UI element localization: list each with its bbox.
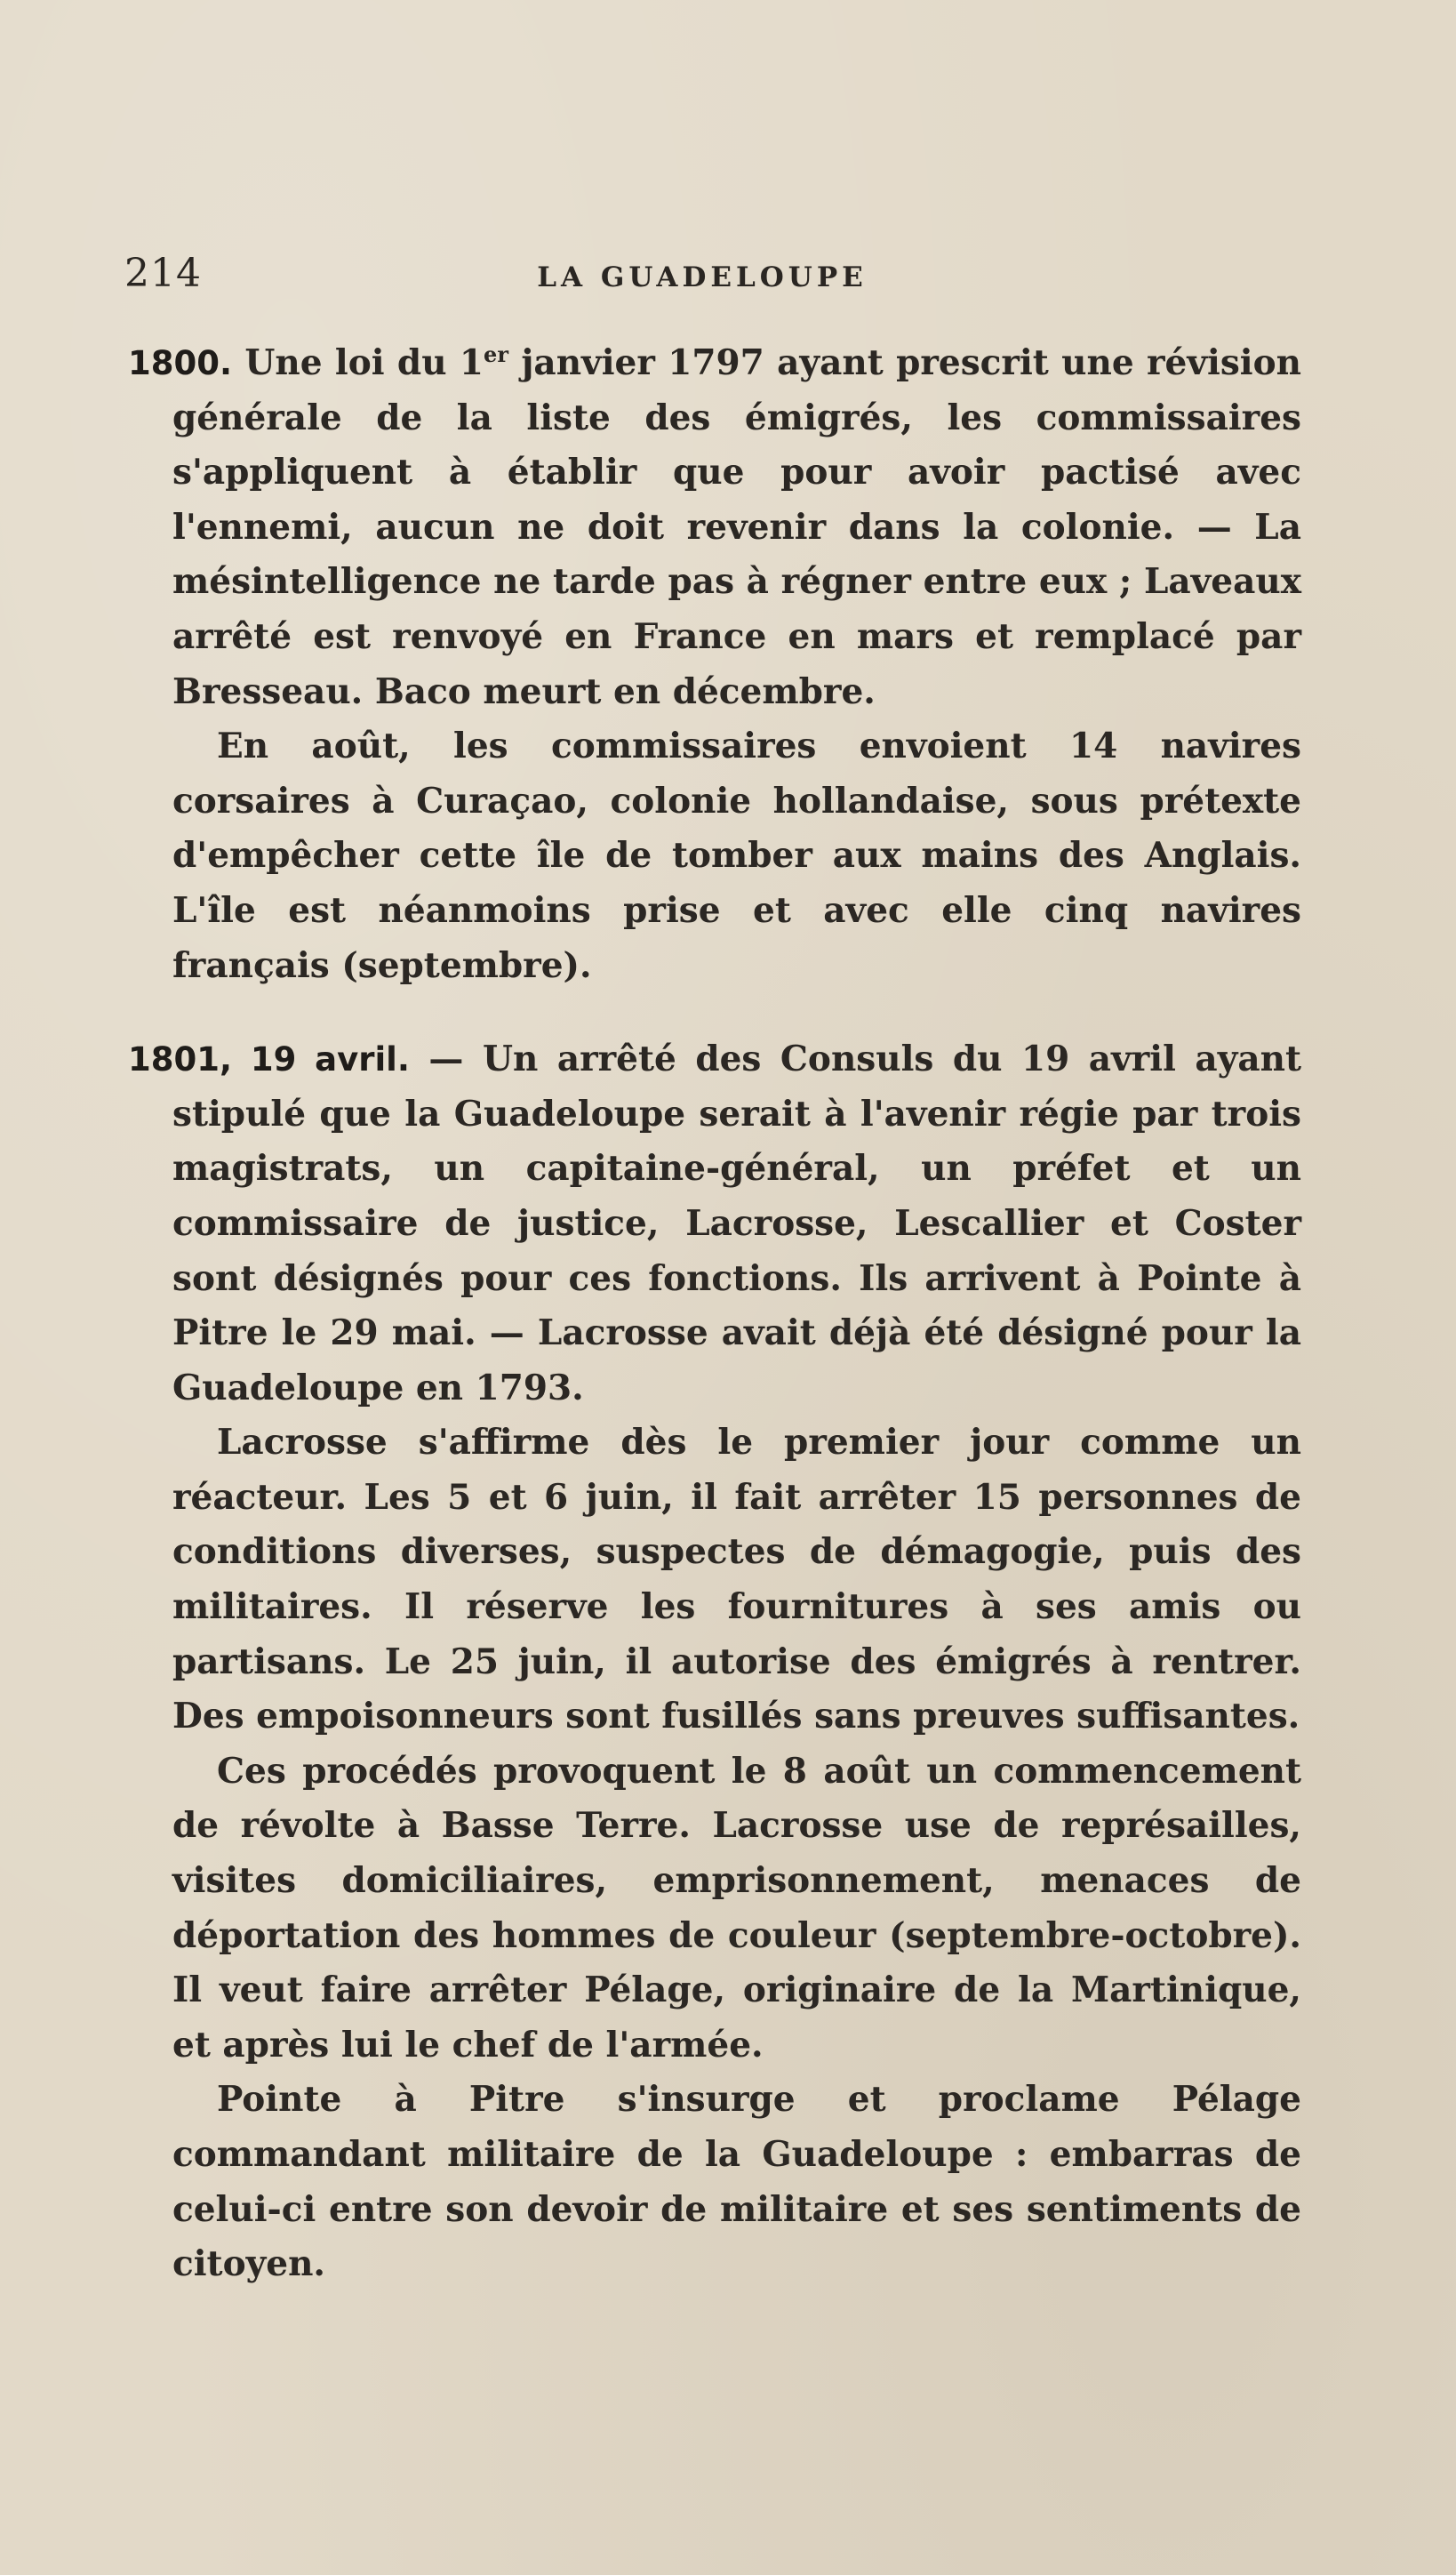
- paragraph: [128, 336, 1301, 719]
- paragraph: Pointe à Pitre s'insurge et proclame Pélage commandant militaire de la Guadeloupe : embarras de celui-ci entre son devoir de militaire et ses sentiments de citoyen.: [172, 2079, 1301, 2285]
- paragraph: Ces procédés provoquent le 8 août un commencement de révolte à Basse Terre. Lacrosse use de représailles, visites domiciliaires, emprisonnement, menaces de déportation des hommes de couleur (septembre-octobre). Il veut faire arrêter Pélage, originaire de la Martinique, et après lui le chef de l'armée.: [172, 1750, 1301, 2066]
- entry-date: 1800.: [128, 344, 233, 382]
- paragraph: Lacrosse s'affirme dès le premier jour comme un réacteur. Les 5 et 6 juin, il fait arrêter 15 personnes de conditions diverses, suspectes de démagogie, puis des militaires. Il réserve les fournitures à ses amis ou partisans. Le 25 juin, il autorise des émigrés à rentrer. Des empoisonneurs sont fusillés sans preuves suffisantes.: [172, 1422, 1301, 1737]
- ordinal-superscript: er: [484, 341, 508, 367]
- paragraph-text: janvier 1797 ayant prescrit une révision générale de la liste des émigrés, les commissaires s'appliquent à établir que pour avoir pactisé avec l'ennemi, aucun ne doit revenir dans la colonie. — La mésintelligence ne tarde pas à régner entre eux ; Laveaux arrêté est renvoyé en France en mars et remplacé par Bresseau. Baco meurt en décembre.: [172, 342, 1301, 712]
- page-number: 214: [124, 251, 202, 296]
- entry-date: 1801, 19 avril.: [128, 1040, 410, 1079]
- page-header: [124, 251, 1307, 304]
- paragraph-text: Une loi du 1: [232, 342, 484, 383]
- page-body: [128, 336, 1301, 2331]
- entry-1801: [128, 1032, 1301, 2292]
- paragraph: [128, 1032, 1301, 1416]
- paragraph: En août, les commissaires envoient 14 navires corsaires à Curaçao, colonie hollandaise, sous prétexte d'empêcher cette île de tomber aux mains des Anglais. L'île est néanmoins prise et avec elle cinq navires français (septembre).: [172, 726, 1301, 986]
- running-title: LA GUADELOUPE: [537, 261, 868, 293]
- paragraph-text: — Un arrêté des Consuls du 19 avril ayant stipulé que la Guadeloupe serait à l'avenir régie par trois magistrats, un capitaine-général, un préfet et un commissaire de justice, Lacrosse, Lescallier et Coster sont désignés pour ces fonctions. Ils arrivent à Pointe à Pitre le 29 mai. — Lacrosse avait déjà été désigné pour la Guadeloupe en 1793.: [172, 1039, 1301, 1408]
- entry-1800: [128, 336, 1301, 993]
